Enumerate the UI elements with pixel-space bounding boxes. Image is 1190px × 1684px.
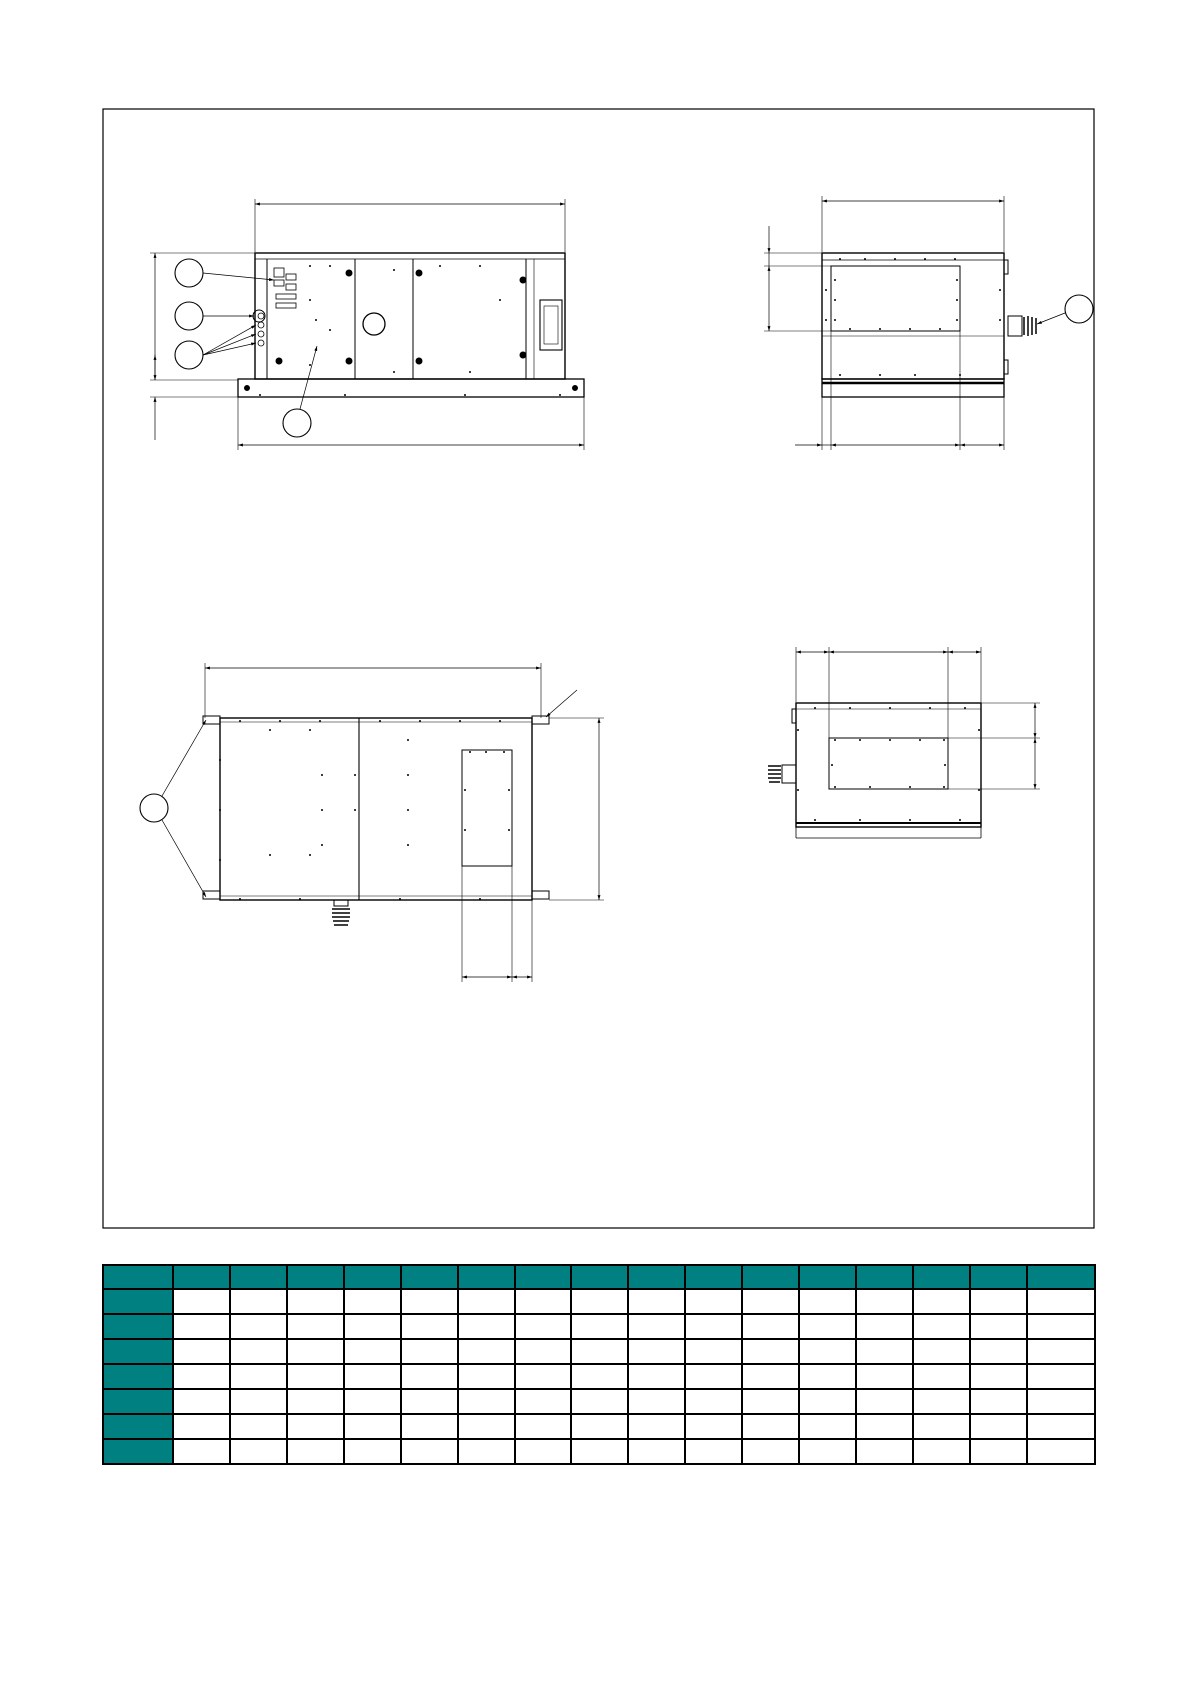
table-cell bbox=[458, 1389, 515, 1414]
table-cell bbox=[515, 1289, 572, 1314]
table-cell bbox=[344, 1414, 401, 1439]
table-cell bbox=[344, 1439, 401, 1464]
table-cell bbox=[799, 1339, 856, 1364]
table-header-cell bbox=[970, 1265, 1027, 1289]
table-row bbox=[103, 1364, 1095, 1389]
table-cell bbox=[628, 1289, 685, 1314]
table-cell bbox=[970, 1364, 1027, 1389]
table-cell bbox=[173, 1289, 230, 1314]
table-cell bbox=[173, 1389, 230, 1414]
table-cell bbox=[515, 1414, 572, 1439]
table-header-row bbox=[103, 1265, 1095, 1289]
top-view bbox=[140, 663, 604, 982]
table-cell bbox=[173, 1439, 230, 1464]
table-cell bbox=[401, 1389, 458, 1414]
table-header-cell bbox=[230, 1265, 287, 1289]
table-cell bbox=[344, 1389, 401, 1414]
table-cell bbox=[287, 1339, 344, 1364]
table-cell bbox=[685, 1314, 742, 1339]
drawing-border bbox=[103, 109, 1094, 1228]
side-view-left bbox=[768, 647, 1040, 838]
table-cell bbox=[401, 1364, 458, 1389]
table-cell bbox=[571, 1364, 628, 1389]
table-cell bbox=[1027, 1389, 1095, 1414]
table-cell bbox=[685, 1439, 742, 1464]
table-cell bbox=[230, 1364, 287, 1389]
table-cell bbox=[799, 1289, 856, 1314]
table-cell bbox=[856, 1314, 913, 1339]
table-cell bbox=[970, 1339, 1027, 1364]
table-cell bbox=[230, 1289, 287, 1314]
spec-table bbox=[102, 1264, 1096, 1465]
side-view-right bbox=[764, 196, 1093, 450]
table-cell bbox=[799, 1439, 856, 1464]
table-row-header bbox=[103, 1289, 173, 1314]
table-cell bbox=[970, 1439, 1027, 1464]
table-cell bbox=[970, 1314, 1027, 1339]
front-view bbox=[150, 199, 584, 450]
table-header-cell bbox=[401, 1265, 458, 1289]
table-cell bbox=[913, 1289, 970, 1314]
table-cell bbox=[913, 1339, 970, 1364]
table-cell bbox=[458, 1289, 515, 1314]
table-cell bbox=[628, 1339, 685, 1364]
table-cell bbox=[344, 1314, 401, 1339]
table-cell bbox=[401, 1339, 458, 1364]
table-cell bbox=[685, 1339, 742, 1364]
table-cell bbox=[1027, 1314, 1095, 1339]
table-cell bbox=[458, 1314, 515, 1339]
table-cell bbox=[628, 1389, 685, 1414]
table-cell bbox=[401, 1314, 458, 1339]
table-cell bbox=[913, 1314, 970, 1339]
table-cell bbox=[287, 1414, 344, 1439]
table-cell bbox=[230, 1339, 287, 1364]
table-cell bbox=[856, 1364, 913, 1389]
table-cell bbox=[970, 1389, 1027, 1414]
table-row bbox=[103, 1289, 1095, 1314]
table-cell bbox=[856, 1289, 913, 1314]
table-row-header bbox=[103, 1439, 173, 1464]
table-cell bbox=[344, 1289, 401, 1314]
table-cell bbox=[799, 1314, 856, 1339]
table-cell bbox=[230, 1389, 287, 1414]
table-header-cell bbox=[103, 1265, 173, 1289]
table-cell bbox=[742, 1439, 799, 1464]
table-cell bbox=[230, 1314, 287, 1339]
table-cell bbox=[1027, 1289, 1095, 1314]
table-header-cell bbox=[742, 1265, 799, 1289]
table-row bbox=[103, 1339, 1095, 1364]
table-header-cell bbox=[173, 1265, 230, 1289]
table-cell bbox=[913, 1439, 970, 1464]
table-header-cell bbox=[1027, 1265, 1095, 1289]
table-cell bbox=[1027, 1439, 1095, 1464]
table-cell bbox=[913, 1414, 970, 1439]
table-cell bbox=[799, 1364, 856, 1389]
table-cell bbox=[344, 1364, 401, 1389]
table-cell bbox=[685, 1414, 742, 1439]
table-cell bbox=[458, 1364, 515, 1389]
table-row-header bbox=[103, 1364, 173, 1389]
table-cell bbox=[685, 1289, 742, 1314]
table-header-cell bbox=[685, 1265, 742, 1289]
table-cell bbox=[515, 1364, 572, 1389]
table-cell bbox=[856, 1389, 913, 1414]
table-cell bbox=[628, 1364, 685, 1389]
table-cell bbox=[913, 1389, 970, 1414]
table-header-cell bbox=[799, 1265, 856, 1289]
table-cell bbox=[287, 1364, 344, 1389]
table-header-cell bbox=[856, 1265, 913, 1289]
table-cell bbox=[571, 1339, 628, 1364]
table-cell bbox=[742, 1364, 799, 1389]
table-cell bbox=[458, 1339, 515, 1364]
table-cell bbox=[1027, 1339, 1095, 1364]
table-cell bbox=[742, 1339, 799, 1364]
table-cell bbox=[287, 1314, 344, 1339]
table-cell bbox=[970, 1289, 1027, 1314]
table-row bbox=[103, 1389, 1095, 1414]
table-cell bbox=[230, 1414, 287, 1439]
table-cell bbox=[742, 1314, 799, 1339]
table-header-cell bbox=[458, 1265, 515, 1289]
table-cell bbox=[856, 1439, 913, 1464]
table-header-cell bbox=[571, 1265, 628, 1289]
table-cell bbox=[173, 1414, 230, 1439]
table-cell bbox=[515, 1339, 572, 1364]
table-cell bbox=[401, 1289, 458, 1314]
table-row-header bbox=[103, 1414, 173, 1439]
table-header-cell bbox=[913, 1265, 970, 1289]
table-cell bbox=[173, 1364, 230, 1389]
table-cell bbox=[287, 1389, 344, 1414]
table-header-cell bbox=[515, 1265, 572, 1289]
table-cell bbox=[856, 1414, 913, 1439]
table-cell bbox=[571, 1389, 628, 1414]
table-cell bbox=[287, 1289, 344, 1314]
table-row bbox=[103, 1439, 1095, 1464]
table-row bbox=[103, 1414, 1095, 1439]
table-header-cell bbox=[628, 1265, 685, 1289]
table-cell bbox=[628, 1314, 685, 1339]
table-cell bbox=[571, 1314, 628, 1339]
table-header-cell bbox=[287, 1265, 344, 1289]
table-cell bbox=[742, 1289, 799, 1314]
table-cell bbox=[571, 1414, 628, 1439]
table-cell bbox=[970, 1414, 1027, 1439]
table-cell bbox=[1027, 1364, 1095, 1389]
table-cell bbox=[173, 1314, 230, 1339]
table-cell bbox=[173, 1339, 230, 1364]
table-row-header bbox=[103, 1389, 173, 1414]
table-cell bbox=[685, 1389, 742, 1414]
table-cell bbox=[515, 1439, 572, 1464]
table-cell bbox=[401, 1439, 458, 1464]
table-cell bbox=[571, 1439, 628, 1464]
table-cell bbox=[742, 1389, 799, 1414]
table-cell bbox=[515, 1389, 572, 1414]
table-cell bbox=[742, 1414, 799, 1439]
table-cell bbox=[685, 1364, 742, 1389]
table-cell bbox=[856, 1339, 913, 1364]
table-row-header bbox=[103, 1339, 173, 1364]
table-cell bbox=[230, 1439, 287, 1464]
table-cell bbox=[799, 1414, 856, 1439]
table-cell bbox=[913, 1364, 970, 1389]
table-cell bbox=[287, 1439, 344, 1464]
table-cell bbox=[458, 1414, 515, 1439]
table-cell bbox=[628, 1439, 685, 1464]
table-cell bbox=[515, 1314, 572, 1339]
table-header-cell bbox=[344, 1265, 401, 1289]
table-cell bbox=[458, 1439, 515, 1464]
table-cell bbox=[344, 1339, 401, 1364]
table-row bbox=[103, 1314, 1095, 1339]
table-cell bbox=[628, 1414, 685, 1439]
table-row-header bbox=[103, 1314, 173, 1339]
table-cell bbox=[1027, 1414, 1095, 1439]
table-cell bbox=[401, 1414, 458, 1439]
table-cell bbox=[799, 1389, 856, 1414]
table-cell bbox=[571, 1289, 628, 1314]
